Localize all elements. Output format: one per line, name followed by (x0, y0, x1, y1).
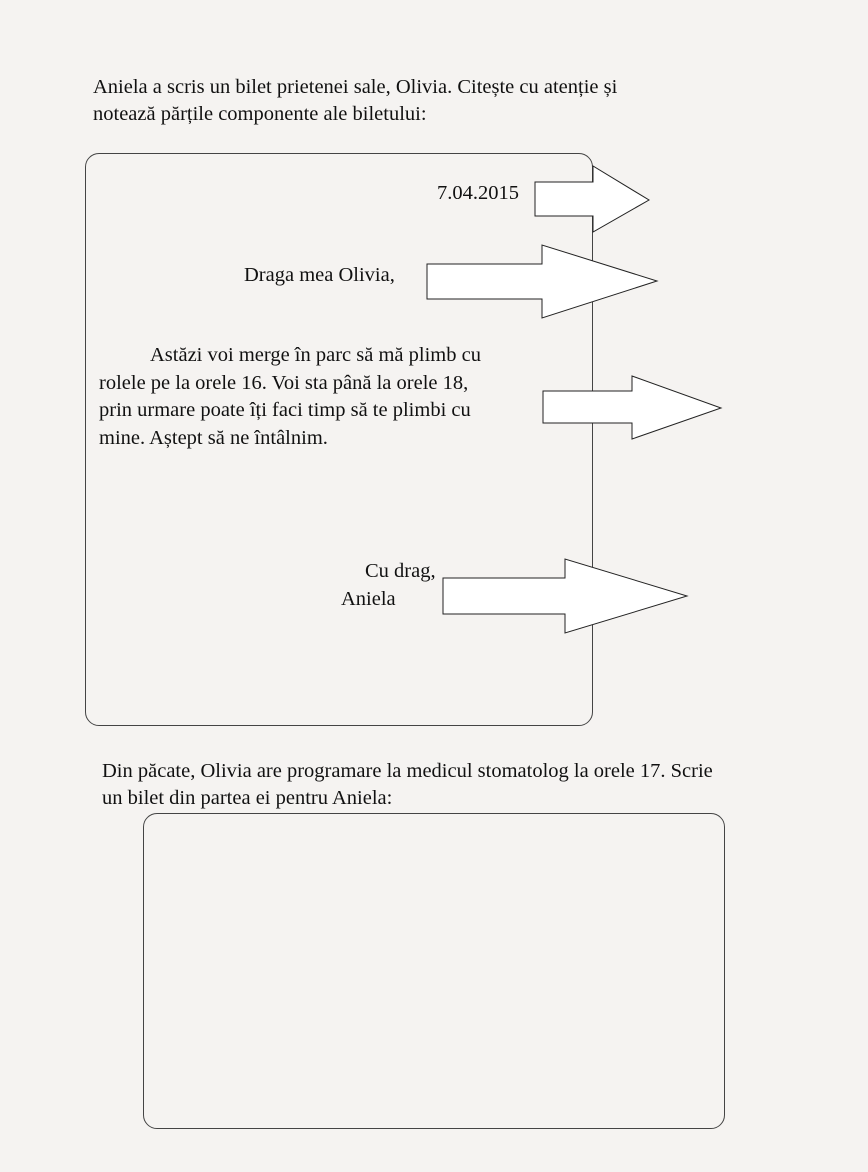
task-line-1: Din păcate, Olivia are programare la medicul stomatolog la orele 17. Scrie (102, 760, 713, 782)
note-closing: Cu drag, (365, 560, 436, 582)
closing-arrow-shape (443, 558, 693, 636)
note-signature: Aniela (341, 588, 396, 610)
instruction-line-2: notează părțile componente ale biletului: (93, 103, 427, 125)
body-arrow-shape (543, 376, 725, 442)
answer-box[interactable] (143, 813, 725, 1129)
instruction-line-1: Aniela a scris un bilet prietenei sale, Olivia. Citește cu atenție și (93, 76, 618, 98)
closing-arrow (443, 559, 687, 633)
note-body (99, 342, 481, 452)
note-body-line-2: rolele pe la orele 16. Voi sta până la orele 18, (99, 371, 469, 394)
date-arrow-shape (535, 166, 655, 234)
note-body-line-4: mine. Aștept să ne întâlnim. (99, 426, 328, 449)
salutation-arrow-shape (427, 244, 662, 320)
note-body-line-3: prin urmare poate îți faci timp să te plimbi cu (99, 399, 471, 421)
salutation-arrow (427, 245, 657, 318)
task-line-2: un bilet din partea ei pentru Aniela: (102, 787, 393, 809)
note-date: 7.04.2015 (437, 182, 519, 204)
note-body-line-1: Astăzi voi merge în parc să mă plimb cu (150, 344, 481, 366)
body-arrow (543, 376, 721, 439)
date-arrow (535, 166, 649, 232)
note-salutation: Draga mea Olivia, (244, 264, 395, 286)
